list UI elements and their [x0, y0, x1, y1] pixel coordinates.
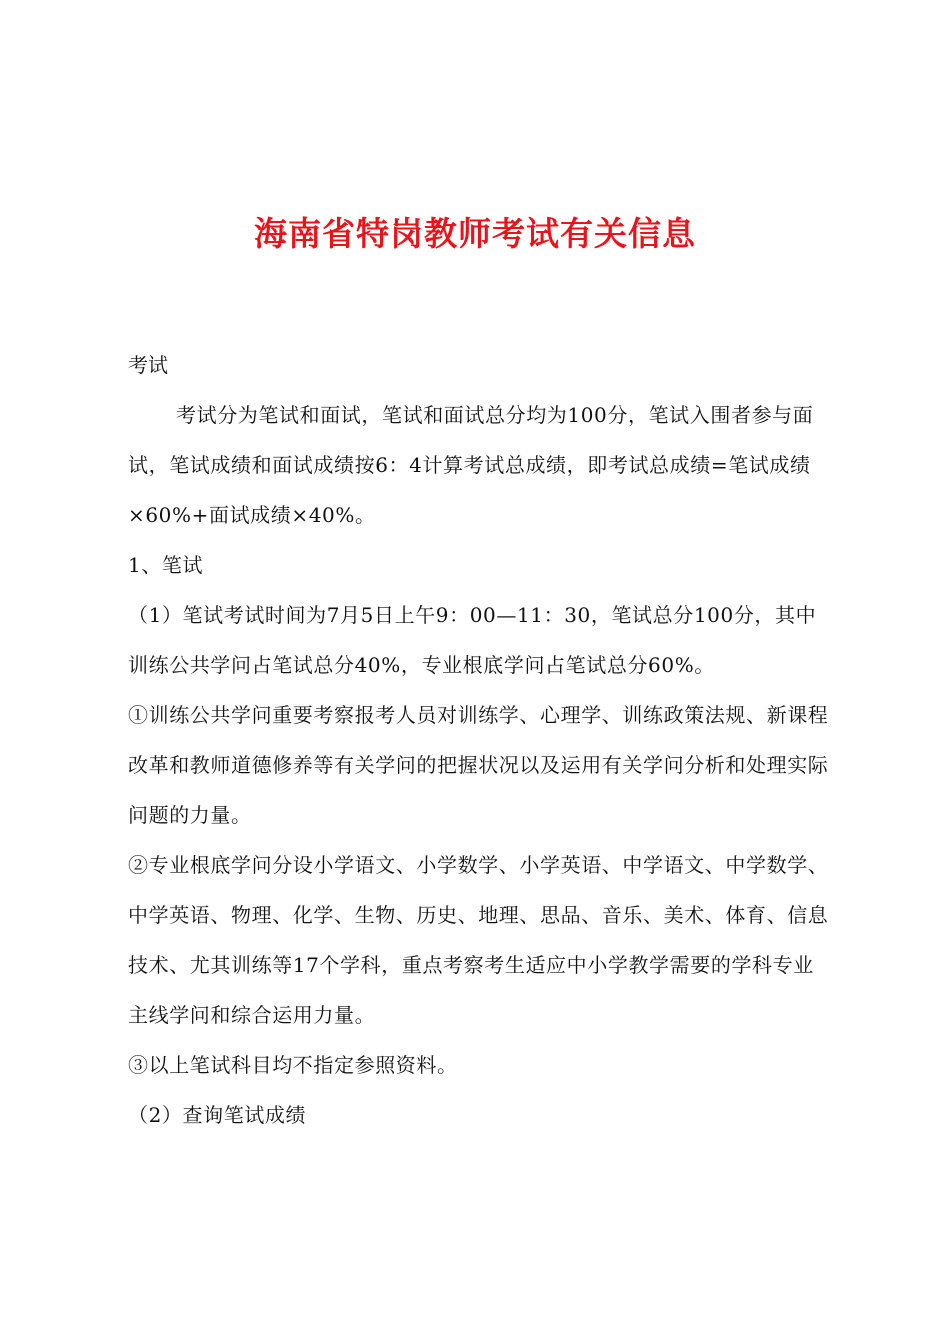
written-exam-subitem-3: ③以上笔试科目均不指定参照资料。	[128, 1053, 458, 1077]
document-body	[128, 390, 833, 1140]
intro-paragraph: 考试分为笔试和面试，笔试和面试总分均为100分，笔试入围者参与面试，笔试成绩和面试成绩按6：4计算考试总成绩，即考试总成绩=笔试成绩×60%+面试成绩×40%。	[128, 403, 814, 527]
written-exam-subitem-1: ①训练公共学问重要考察报考人员对训练学、心理学、训练政策法规、新课程改革和教师道德修养等有关学问的把握状况以及运用有关学问分析和处理实际问题的力量。	[128, 703, 829, 827]
written-exam-item-2: （2）查询笔试成绩	[128, 1103, 307, 1127]
written-exam-item-1: （1）笔试考试时间为7月5日上午9：00—11：30，笔试总分100分，其中训练公共学问占笔试总分40%，专业根底学问占笔试总分60%。	[128, 603, 817, 677]
section-heading: 考试	[128, 353, 168, 377]
written-exam-heading: 1、笔试	[128, 553, 204, 577]
document-title: 海南省特岗教师考试有关信息	[254, 214, 696, 253]
written-exam-subitem-2: ②专业根底学问分设小学语文、小学数学、小学英语、中学语文、中学数学、中学英语、物理、化学、生物、历史、地理、思品、音乐、美术、体育、信息技术、尤其训练等17个学科，重点考察考生适应中小学教学需要的学科专业主线学问和综合运用力量。	[128, 853, 829, 1027]
